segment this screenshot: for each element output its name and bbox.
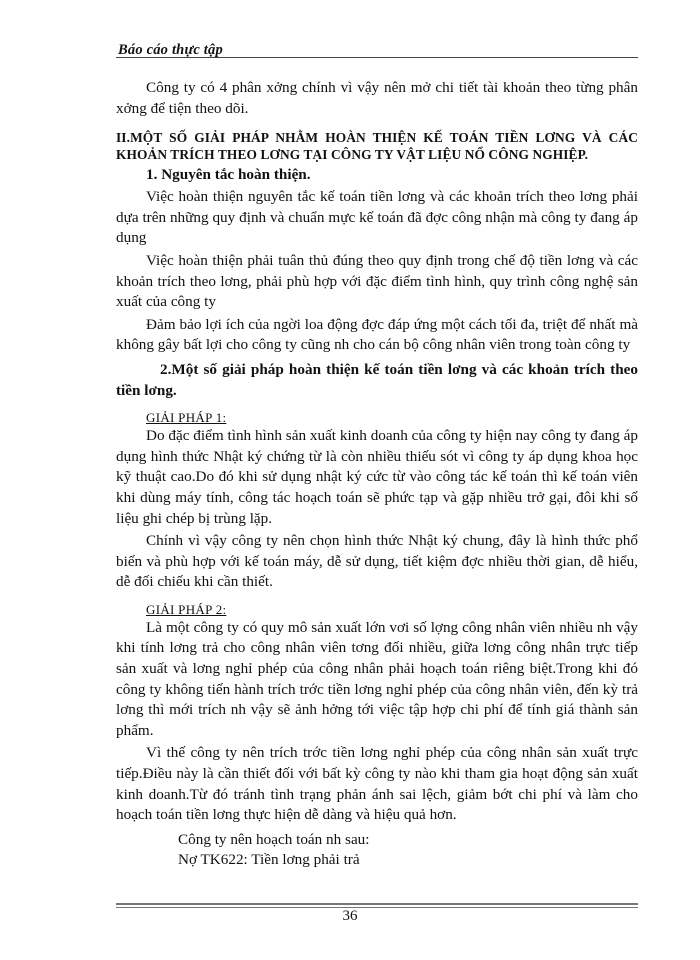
paragraph-principle-2: Việc hoàn thiện phải tuân thủ đúng theo quy định trong chế độ tiền lơng và các khoản trích theo lơng, phải phù hợp với đặc điểm tình hình, quy trình công nghệ sản xuất của công ty (116, 251, 638, 311)
section-title: II.MỘT SỐ GIẢI PHÁP NHẰM HOÀN THIỆN KẾ TOÁN TIỀN LƠNG VÀ CÁC KHOẢN TRÍCH THEO LƠNG TẠI CÔNG TY VẬT LIỆU NỔ CÔNG NGHIỆP. (116, 130, 638, 163)
intro-paragraph: Công ty có 4 phân xởng chính vì vậy nên mở chi tiết tài khoản theo từng phân xởng để tiện theo dõi. (116, 79, 638, 117)
solution-2-paragraph-1: Là một công ty có quy mô sản xuất lớn vơi số lợng công nhân viên nhiều nh vậy khi tính lơng trả cho công nhân viên tơng đối nhiều, giữa lơng công nhân trực tiếp sản xuất và lơng nghỉ phép của công nhân phải hoạch toán riêng biệt.Trong khi đó công ty không tiến hành trích trớc tiền lơng nghỉ phép của công nhân viên, đến kỳ trả lơng thì mới trích nh vậy sẽ ảnh hởng tới việc tập hợp chi phí để tính giá thành sản phẩm. (116, 618, 638, 739)
entry-line: Nợ TK622: Tiền lơng phải trả (178, 851, 360, 869)
page-content (116, 78, 638, 871)
footer-rule (116, 903, 638, 905)
solution-2-paragraph-2: Vì thế công ty nên trích trớc tiền lơng nghỉ phép của công nhân sản xuất trực tiếp.Điều này là cần thiết đối với bất kỳ công ty nào khi tham gia hoạt động sản xuất kinh doanh.Từ đó tránh tình trạng phản ánh sai lệch, giảm bớt chi phí và làm cho hoạch toán tiền lơng thực hiện dễ dàng và hiệu quả hơn. (116, 744, 638, 824)
solution-2-label: GIẢI PHÁP 2: (146, 601, 227, 617)
subheading-solutions: 2.Một số giải pháp hoàn thiện kế toán tiền lơng và các khoản trích theo tiền lơng. (116, 360, 638, 399)
subheading-principles: 1. Nguyên tắc hoàn thiện. (146, 166, 311, 184)
paragraph-principle-3: Đảm bảo lợi ích của ngời loa động đợc đáp ứng một cách tối đa, triệt để nhất mà không gây bất lợi cho công ty cũng nh cho cán bộ công nhân viên trong toàn công ty (116, 315, 638, 354)
solution-1-paragraph-1: Do đặc điểm tình hình sản xuất kinh doanh của công ty hiện nay công ty đang áp dụng hình thức Nhật ký chứng từ là còn nhiều thiếu sót vì công ty áp dụng khoa học kỹ thuật cao.Do đó khi sử dụng nhật ký cức từ vào công tác kế toán thì kế toán viên khi dùng máy tính, công tác hoạch toán sẽ phức tạp và gặp nhiều trở gại, đôi khi số liệu ghi chép bị trùng lặp. (116, 427, 638, 527)
solution-1-label: GIẢI PHÁP 1: (146, 410, 227, 426)
entry-intro: Công ty nên hoạch toán nh sau: (178, 830, 370, 848)
header-rule (116, 57, 638, 58)
page-number: 36 (342, 908, 358, 924)
solution-1-paragraph-2: Chính vì vậy công ty nên chọn hình thức Nhật ký chung, đây là hình thức phổ biến và phù hợp với kế toán máy, dễ sử dụng, tiết kiệm đợc nhiều thời gian, dễ hiểu, dễ đối chiếu khi cần thiết. (116, 532, 638, 591)
header-title: Báo cáo thực tập (118, 42, 223, 58)
paragraph-principle-1: Việc hoàn thiện nguyên tắc kế toán tiền lơng và các khoản trích theo lơng phải dựa trên những quy định và chuẩn mực kế toán đã đợc công nhận mà công ty đang áp dụng (116, 188, 638, 247)
